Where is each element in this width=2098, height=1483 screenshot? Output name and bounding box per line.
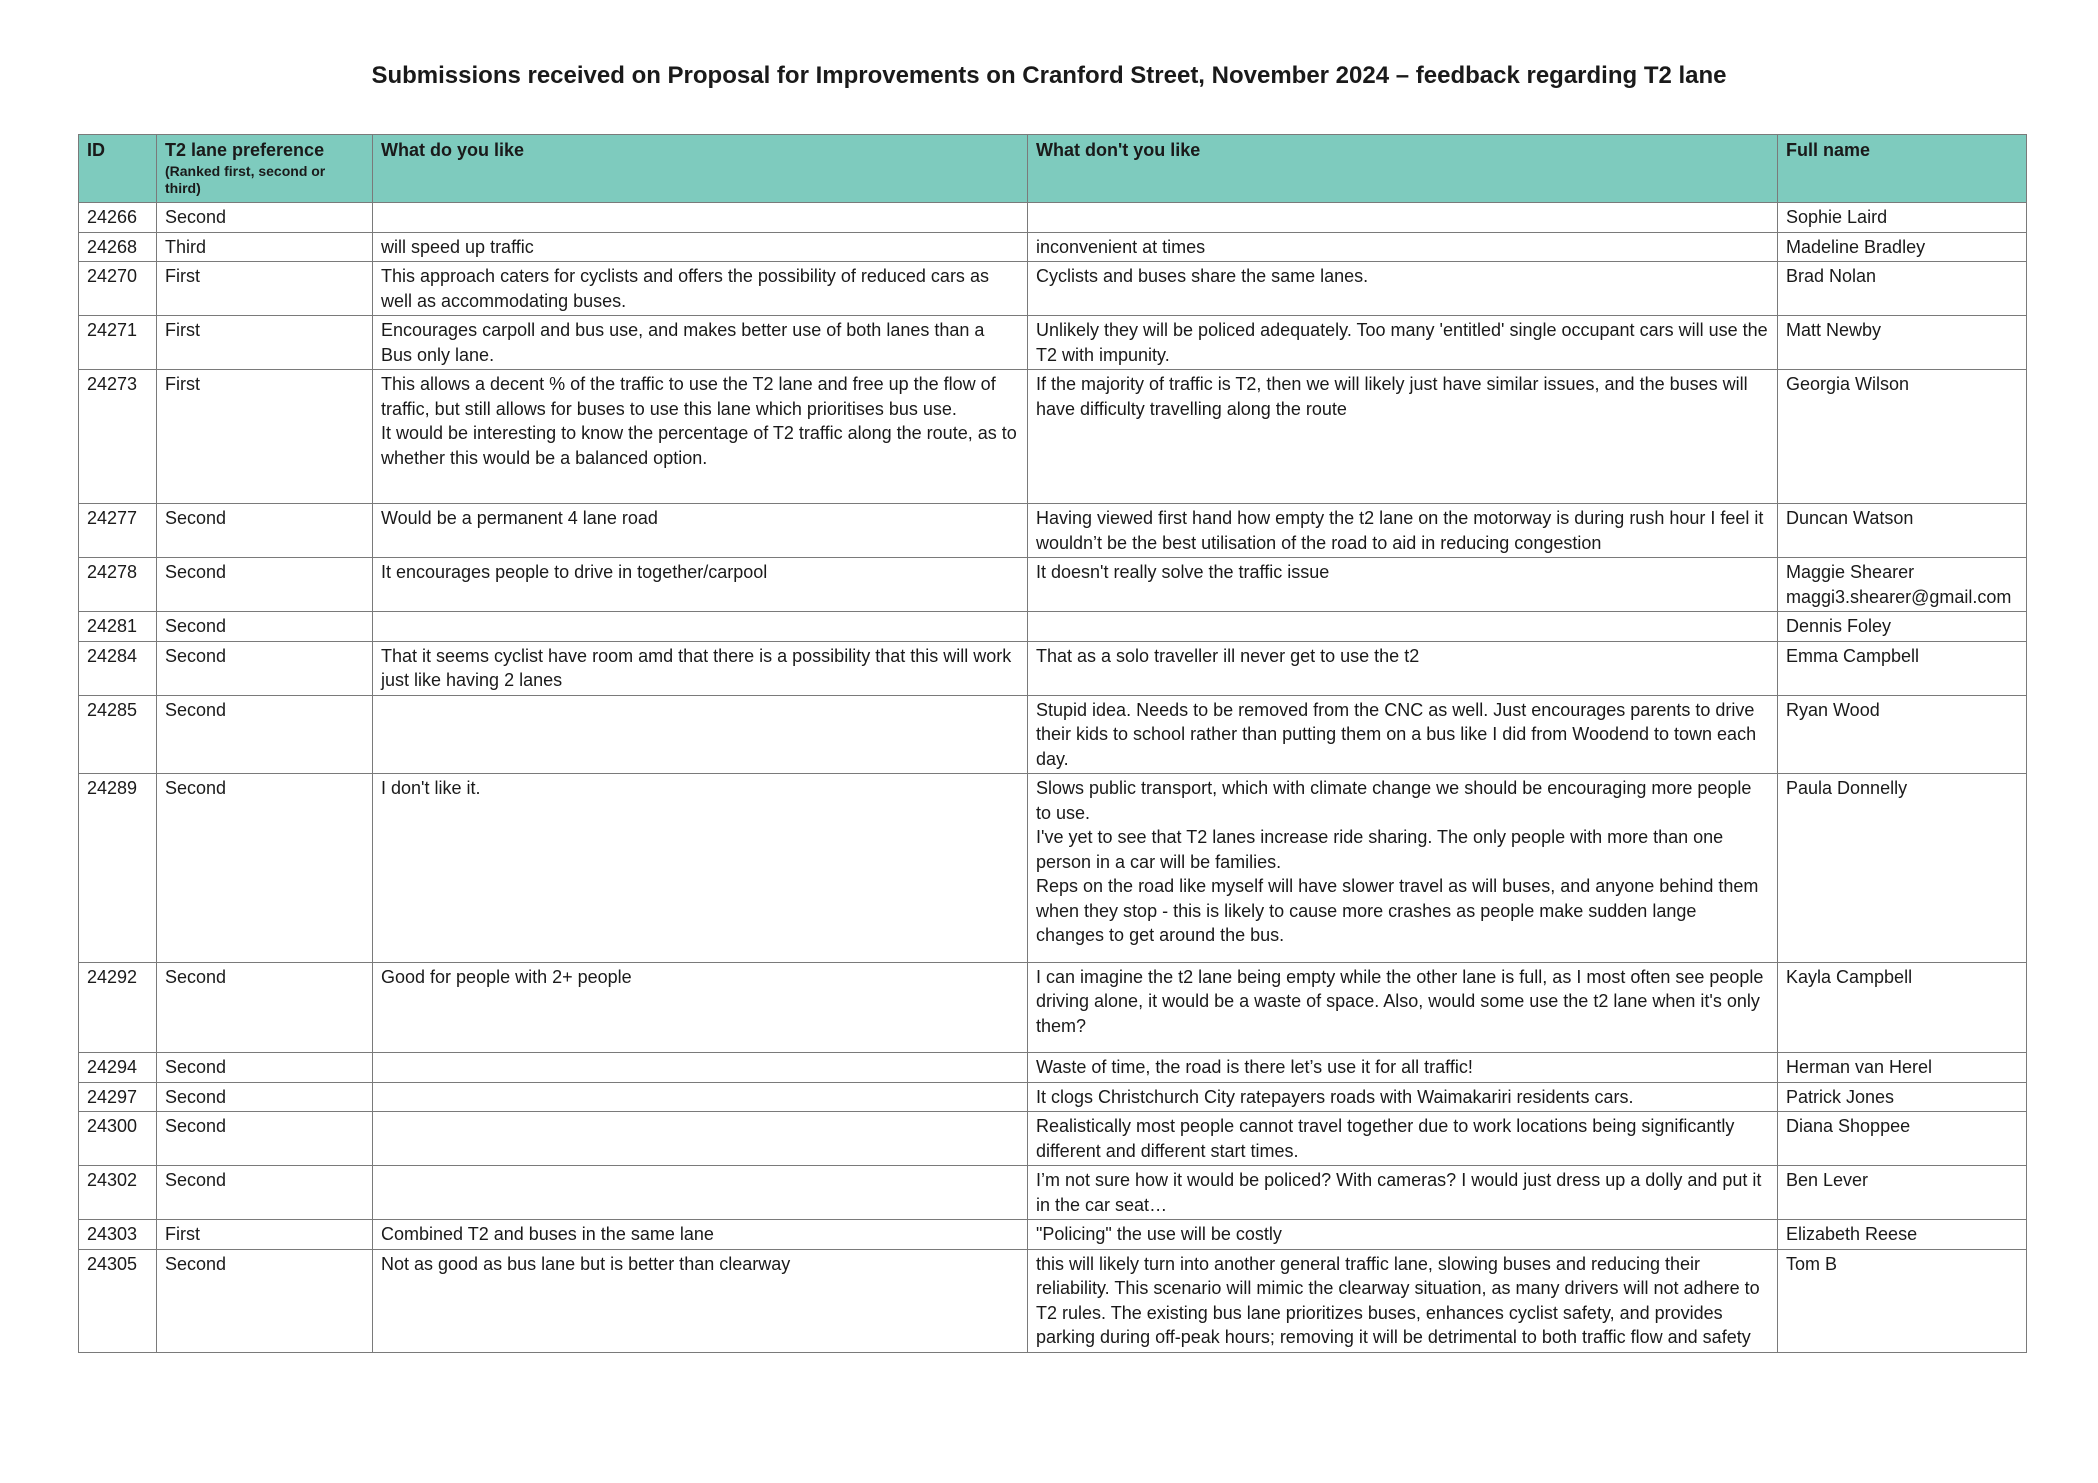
cell-dislike xyxy=(1028,774,1778,963)
cell-dislike xyxy=(1028,1112,1778,1166)
preference-header-label: T2 lane preference xyxy=(165,140,325,160)
cell-id: 24270 xyxy=(79,262,157,316)
table-row xyxy=(79,1053,2027,1083)
email-text: maggi3.shearer@gmail.com xyxy=(1786,586,2012,607)
cell-dislike-paragraph: I've yet to see that T2 lanes increase ride sharing. The only people with more than one person in a car will be families. xyxy=(1036,827,1724,872)
full-name-text: Madeline Bradley xyxy=(1786,236,1926,257)
table-row xyxy=(79,1112,2027,1166)
cell-dislike-paragraph: Having viewed first hand how empty the t2 lane on the motorway is during rush hour I feel it wouldn’t be the best utilisation of the road to aid in reducing congestion xyxy=(1036,508,1764,553)
cell-like xyxy=(373,504,1028,558)
cell-like xyxy=(373,1220,1028,1250)
cell-like xyxy=(373,641,1028,695)
cell-id: 24294 xyxy=(79,1053,157,1083)
table-row xyxy=(79,504,2027,558)
cell-id: 24302 xyxy=(79,1166,157,1220)
cell-id: 24266 xyxy=(79,203,157,233)
table-row xyxy=(79,962,2027,1053)
cell-like xyxy=(373,1053,1028,1083)
cell-like xyxy=(373,1166,1028,1220)
table-row xyxy=(79,558,2027,612)
submissions-table xyxy=(78,134,2027,1353)
full-name-text: Duncan Watson xyxy=(1786,508,1914,528)
cell-full-name xyxy=(1778,558,2027,612)
cell-preference: Second xyxy=(157,1112,373,1166)
full-name-text: Sophie Laird xyxy=(1786,207,1888,227)
cell-like xyxy=(373,1082,1028,1112)
cell-preference: Second xyxy=(157,1166,373,1220)
cell-dislike-paragraph: If the majority of traffic is T2, then we will likely just have similar issues, and the buses will have difficulty travelling along the route xyxy=(1036,374,1748,419)
full-name-text: Ben Lever xyxy=(1786,1170,1869,1190)
cell-full-name xyxy=(1778,612,2027,642)
cell-like xyxy=(373,612,1028,642)
full-name-text: Maggie Shearer xyxy=(1786,562,1915,582)
table-body xyxy=(79,203,2027,1353)
cell-dislike xyxy=(1028,641,1778,695)
cell-like-paragraph: Good for people with 2+ people xyxy=(381,966,632,987)
cell-like-paragraph: I don't like it. xyxy=(381,778,481,798)
cell-dislike-paragraph: inconvenient at times xyxy=(1036,236,1206,257)
cell-full-name xyxy=(1778,1249,2027,1352)
table-row xyxy=(79,1166,2027,1220)
cell-like-paragraph: That it seems cyclist have room amd that there is a possibility that this will work just like having 2 lanes xyxy=(381,645,1012,690)
cell-dislike-paragraph: It clogs Christchurch City ratepayers roads with Waimakariri residents cars. xyxy=(1036,1086,1634,1107)
cell-like-paragraph: Not as good as bus lane but is better than clearway xyxy=(381,1253,791,1274)
table-row xyxy=(79,774,2027,963)
cell-full-name xyxy=(1778,1053,2027,1083)
cell-id: 24281 xyxy=(79,612,157,642)
cell-dislike-paragraph: this will likely turn into another general traffic lane, slowing buses and reducing their reliability. This scenario will mimic the clearway situation, as many drivers will not adhere to T2 rules. The existing bus lane prioritizes buses, enhances cyclist safety, and provides parking during off-peak hours; removing it will be detrimental to both traffic flow and safety xyxy=(1036,1253,1760,1347)
column-header-id: ID xyxy=(79,135,157,203)
cell-like-paragraph: It encourages people to drive in together/carpool xyxy=(381,562,768,582)
cell-preference: First xyxy=(157,262,373,316)
cell-id: 24303 xyxy=(79,1220,157,1250)
cell-preference: First xyxy=(157,370,373,504)
table-row xyxy=(79,695,2027,774)
cell-full-name xyxy=(1778,1082,2027,1112)
full-name-text: Dennis Foley xyxy=(1786,616,1892,636)
cell-like-paragraph: Combined T2 and buses in the same lane xyxy=(381,1224,714,1244)
cell-dislike xyxy=(1028,1053,1778,1083)
cell-like xyxy=(373,1249,1028,1352)
full-name-text: Patrick Jones xyxy=(1786,1086,1895,1107)
cell-full-name xyxy=(1778,203,2027,233)
header-row xyxy=(79,135,2027,203)
cell-preference: Second xyxy=(157,962,373,1053)
cell-preference: Second xyxy=(157,612,373,642)
cell-preference: First xyxy=(157,1220,373,1250)
cell-preference: Third xyxy=(157,232,373,262)
full-name-text: Elizabeth Reese xyxy=(1786,1224,1918,1244)
cell-dislike-paragraph: Realistically most people cannot travel together due to work locations being significantly different and different start times. xyxy=(1036,1116,1735,1161)
cell-dislike xyxy=(1028,962,1778,1053)
cell-id: 24278 xyxy=(79,558,157,612)
preference-header-note: (Ranked first, second or third) xyxy=(165,162,326,196)
full-name-text: Emma Campbell xyxy=(1786,645,1920,666)
cell-id: 24292 xyxy=(79,962,157,1053)
cell-full-name xyxy=(1778,641,2027,695)
cell-id: 24273 xyxy=(79,370,157,504)
cell-full-name xyxy=(1778,370,2027,504)
cell-dislike xyxy=(1028,232,1778,262)
full-name-text: Ryan Wood xyxy=(1786,699,1880,720)
cell-id: 24285 xyxy=(79,695,157,774)
cell-preference: Second xyxy=(157,203,373,233)
cell-dislike-paragraph: I’m not sure how it would be policed? With cameras? I would just dress up a dolly and put it in the car seat… xyxy=(1036,1170,1762,1215)
cell-like xyxy=(373,962,1028,1053)
cell-dislike-paragraph: "Policing" the use will be costly xyxy=(1036,1224,1282,1244)
column-header-name: Full name xyxy=(1778,135,2027,203)
cell-dislike-paragraph: I can imagine the t2 lane being empty while the other lane is full, as I most often see people driving alone, it would be a waste of space. Also, would some use the t2 lane when it's only them? xyxy=(1036,966,1764,1036)
full-name-text: Paula Donnelly xyxy=(1786,778,1908,798)
cell-preference: Second xyxy=(157,1053,373,1083)
cell-like xyxy=(373,203,1028,233)
column-header-preference xyxy=(157,135,373,203)
cell-dislike xyxy=(1028,1249,1778,1352)
cell-dislike xyxy=(1028,1082,1778,1112)
cell-like xyxy=(373,232,1028,262)
cell-dislike xyxy=(1028,695,1778,774)
cell-dislike xyxy=(1028,504,1778,558)
cell-dislike-paragraph: It doesn't really solve the traffic issue xyxy=(1036,562,1330,582)
table-row xyxy=(79,316,2027,370)
cell-dislike xyxy=(1028,1220,1778,1250)
table-row xyxy=(79,203,2027,233)
table-row xyxy=(79,370,2027,504)
cell-preference: First xyxy=(157,316,373,370)
cell-dislike-paragraph: That as a solo traveller ill never get to use the t2 xyxy=(1036,645,1420,666)
cell-full-name xyxy=(1778,232,2027,262)
cell-full-name xyxy=(1778,774,2027,963)
cell-id: 24305 xyxy=(79,1249,157,1352)
cell-id: 24271 xyxy=(79,316,157,370)
cell-id: 24297 xyxy=(79,1082,157,1112)
table-row xyxy=(79,1220,2027,1250)
cell-like-paragraph: will speed up traffic xyxy=(381,236,534,257)
cell-like xyxy=(373,370,1028,504)
cell-preference: Second xyxy=(157,504,373,558)
cell-like-paragraph: Encourages carpoll and bus use, and makes better use of both lanes than a Bus only lane. xyxy=(381,320,985,365)
cell-dislike-paragraph: Slows public transport, which with climate change we should be encouraging more people to use. xyxy=(1036,778,1752,823)
cell-dislike xyxy=(1028,1166,1778,1220)
cell-full-name xyxy=(1778,1112,2027,1166)
cell-like xyxy=(373,316,1028,370)
cell-like xyxy=(373,558,1028,612)
cell-like-paragraph: Would be a permanent 4 lane road xyxy=(381,508,658,528)
column-header-like: What do you like xyxy=(373,135,1028,203)
cell-dislike-paragraph: Stupid idea. Needs to be removed from the CNC as well. Just encourages parents to drive their kids to school rather than putting them on a bus like I did from Woodend to town each day. xyxy=(1036,699,1757,769)
cell-full-name xyxy=(1778,316,2027,370)
cell-dislike xyxy=(1028,558,1778,612)
cell-dislike-paragraph: Cyclists and buses share the same lanes. xyxy=(1036,266,1369,286)
table-row xyxy=(79,641,2027,695)
table-row xyxy=(79,612,2027,642)
document-title: Submissions received on Proposal for Improvements on Cranford Street, November 2024 – feedback regarding T2 lane xyxy=(371,62,1727,89)
cell-id: 24277 xyxy=(79,504,157,558)
cell-preference: Second xyxy=(157,641,373,695)
full-name-text: Brad Nolan xyxy=(1786,266,1877,286)
cell-id: 24289 xyxy=(79,774,157,963)
cell-dislike-paragraph: Unlikely they will be policed adequately. Too many 'entitled' single occupant cars will use the T2 with impunity. xyxy=(1036,320,1768,365)
cell-dislike-paragraph: Waste of time, the road is there let’s use it for all traffic! xyxy=(1036,1057,1473,1077)
cell-id: 24268 xyxy=(79,232,157,262)
cell-id: 24284 xyxy=(79,641,157,695)
cell-full-name xyxy=(1778,1220,2027,1250)
table-header xyxy=(79,135,2027,203)
cell-like xyxy=(373,695,1028,774)
full-name-text: Diana Shoppee xyxy=(1786,1116,1911,1136)
full-name-text: Herman van Herel xyxy=(1786,1057,1933,1077)
cell-dislike xyxy=(1028,612,1778,642)
cell-preference: Second xyxy=(157,695,373,774)
cell-dislike xyxy=(1028,203,1778,233)
table-row xyxy=(79,1082,2027,1112)
full-name-text: Tom B xyxy=(1786,1253,1838,1274)
cell-preference: Second xyxy=(157,774,373,963)
cell-like-paragraph: This allows a decent % of the traffic to use the T2 lane and free up the flow of traffic, but still allows for buses to use this lane which prioritises bus use. xyxy=(381,374,996,419)
cell-like xyxy=(373,774,1028,963)
cell-full-name xyxy=(1778,962,2027,1053)
cell-full-name xyxy=(1778,1166,2027,1220)
cell-preference: Second xyxy=(157,1082,373,1112)
cell-id: 24300 xyxy=(79,1112,157,1166)
table-row xyxy=(79,232,2027,262)
cell-dislike xyxy=(1028,262,1778,316)
full-name-text: Kayla Campbell xyxy=(1786,966,1913,987)
cell-preference: Second xyxy=(157,1249,373,1352)
cell-preference: Second xyxy=(157,558,373,612)
table-row xyxy=(79,1249,2027,1352)
cell-like-paragraph: It would be interesting to know the percentage of T2 traffic along the route, as to whether this would be a balanced option. xyxy=(381,423,1017,468)
cell-full-name xyxy=(1778,695,2027,774)
cell-like-paragraph: This approach caters for cyclists and offers the possibility of reduced cars as well as accommodating buses. xyxy=(381,266,989,311)
cell-full-name xyxy=(1778,504,2027,558)
table-row xyxy=(79,262,2027,316)
cell-dislike xyxy=(1028,316,1778,370)
full-name-text: Georgia Wilson xyxy=(1786,374,1910,394)
column-header-dislike: What don't you like xyxy=(1028,135,1778,203)
cell-full-name xyxy=(1778,262,2027,316)
full-name-text: Matt Newby xyxy=(1786,320,1882,340)
cell-dislike xyxy=(1028,370,1778,504)
cell-like xyxy=(373,262,1028,316)
cell-dislike-paragraph: Reps on the road like myself will have slower travel as will buses, and anyone behind them when they stop - this is likely to cause more crashes as people make sudden lange changes to get around the bus. xyxy=(1036,876,1759,945)
cell-like xyxy=(373,1112,1028,1166)
